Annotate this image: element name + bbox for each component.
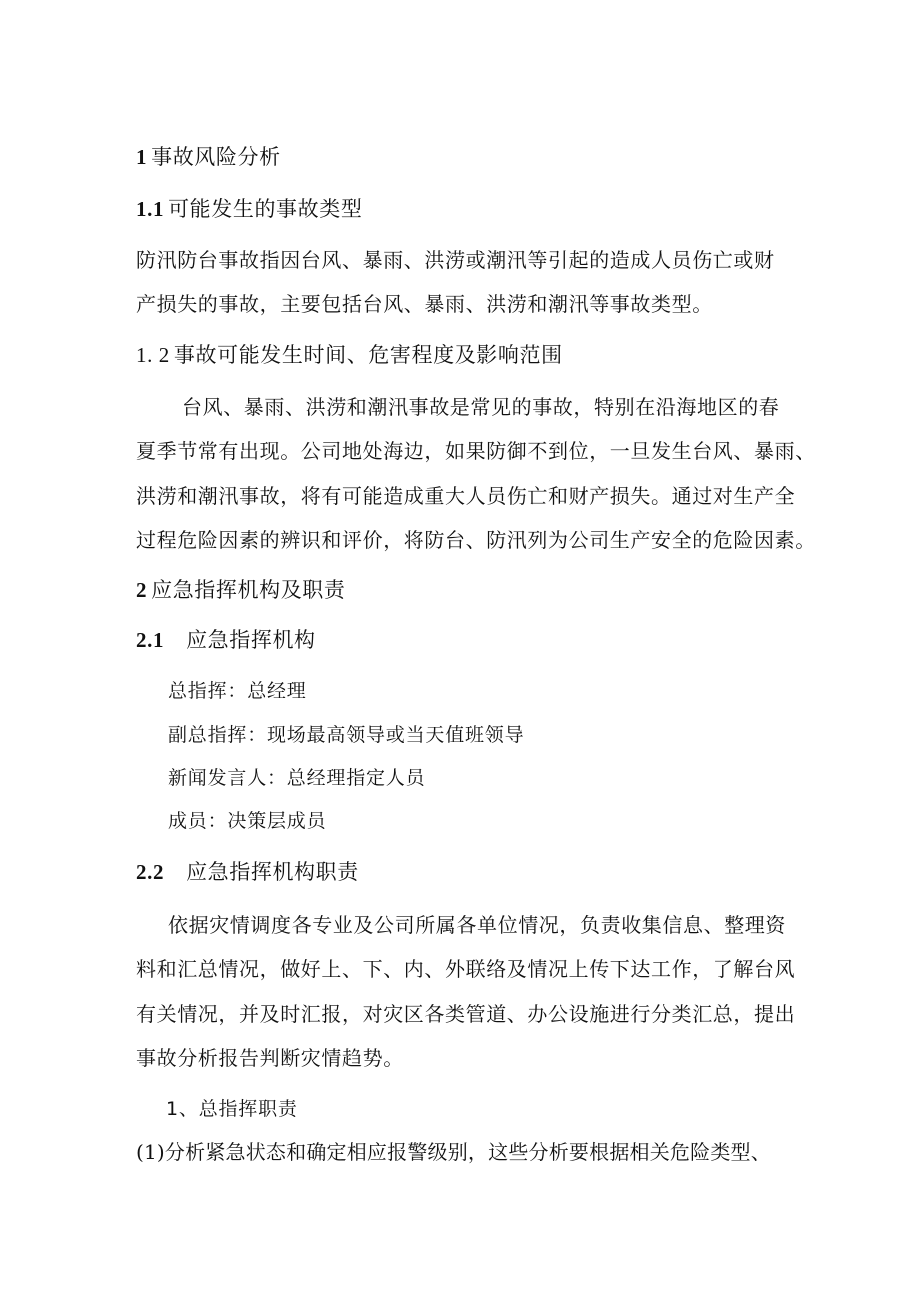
heading-2-1: 2.1 应急指挥机构 xyxy=(136,628,316,652)
heading-1: 1 事故风险分析 xyxy=(136,145,281,169)
paragraph-line: 防汛防台事故指因台风、暴雨、洪涝或潮汛等引起的造成人员伤亡或财 xyxy=(136,248,775,272)
paragraph-line: 夏季节常有出现。公司地处海边，如果防御不到位，一旦发生台风、暴雨、 xyxy=(136,439,816,463)
paragraph-line: (1)分析紧急状态和确定相应报警级别，这些分析要根据相关危险类型、 xyxy=(136,1140,771,1164)
paragraph-line: 有关情况，并及时汇报，对灾区各类管道、办公设施进行分类汇总，提出 xyxy=(136,1002,796,1026)
heading-1-1: 1.1 可能发生的事故类型 xyxy=(136,197,363,221)
role-item: 成员：决策层成员 xyxy=(168,810,327,832)
paragraph-line: 料和汇总情况，做好上、下、内、外联络及情况上传下达工作，了解台风 xyxy=(136,957,796,981)
paragraph-line: 产损失的事故，主要包括台风、暴雨、洪涝和潮汛等事故类型。 xyxy=(136,292,713,316)
heading-1-2: 1. 2 事故可能发生时间、危害程度及影响范围 xyxy=(136,343,563,367)
paragraph-line: 台风、暴雨、洪涝和潮汛事故是常见的事故，特别在沿海地区的春 xyxy=(182,395,780,419)
subheading-chief-duties: 1、总指挥职责 xyxy=(166,1098,298,1120)
paragraph-line: 事故分析报告判断灾情趋势。 xyxy=(136,1046,404,1070)
role-item: 总指挥：总经理 xyxy=(168,680,307,702)
heading-2-2: 2.2 应急指挥机构职责 xyxy=(136,860,359,884)
heading-2: 2 应急指挥机构及职责 xyxy=(136,578,346,602)
role-item: 新闻发言人：总经理指定人员 xyxy=(168,767,426,789)
role-item: 副总指挥：现场最高领导或当天值班领导 xyxy=(168,724,525,746)
paragraph-line: 依据灾情调度各专业及公司所属各单位情况，负责收集信息、整理资 xyxy=(168,913,786,937)
paragraph-line: 过程危险因素的辨识和评价，将防台、防汛列为公司生产安全的危险因素。 xyxy=(136,528,816,552)
paragraph-line: 洪涝和潮汛事故，将有可能造成重大人员伤亡和财产损失。通过对生产全 xyxy=(136,484,796,508)
